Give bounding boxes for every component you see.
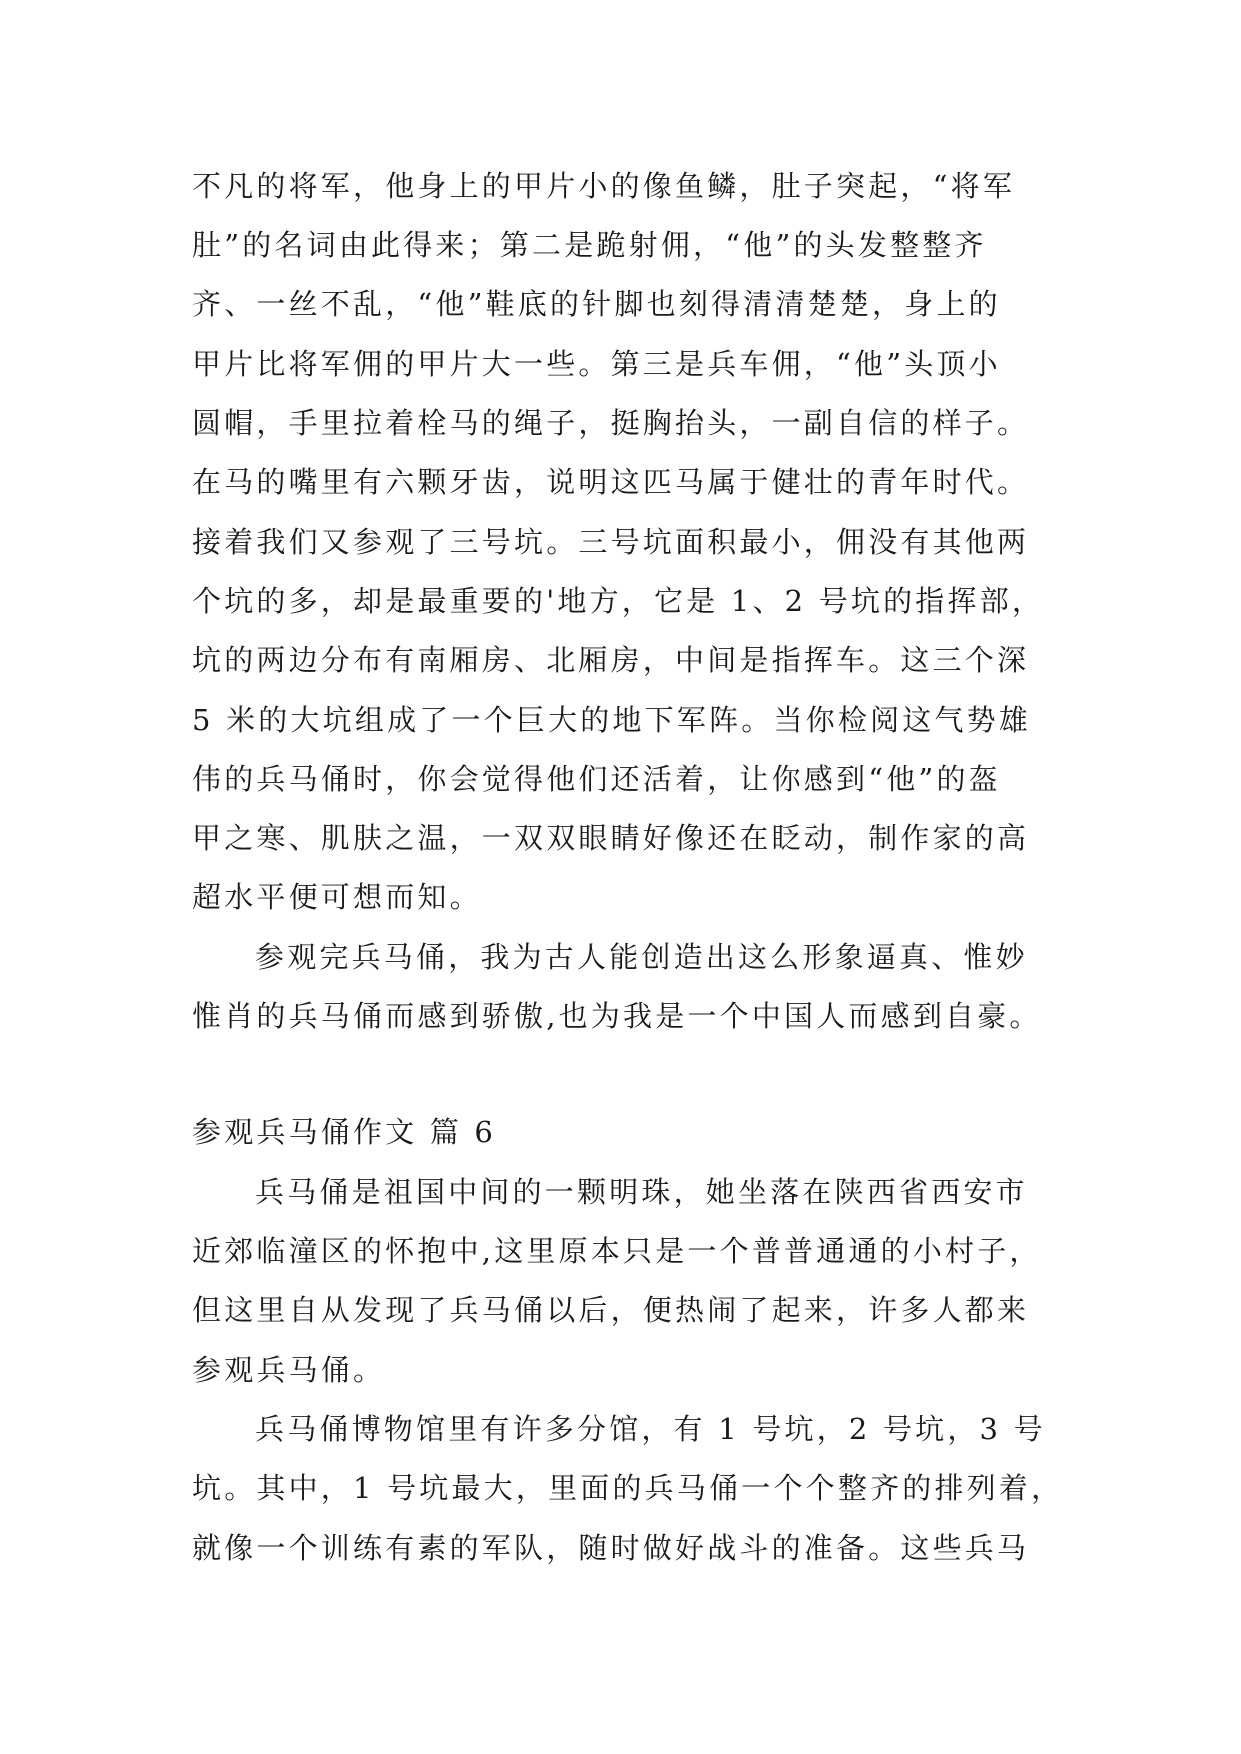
text-line: 5 米的大坑组成了一个巨大的地下军阵。当你检阅这气势雄: [192, 703, 1032, 737]
paragraph-first-line: 兵马俑是祖国中间的一颗明珠，她坐落在陕西省西安市: [255, 1175, 1028, 1209]
text-line: 在马的嘴里有六颗牙齿，说明这匹马属于健壮的青年时代。: [192, 465, 1030, 499]
text-line: 个坑的多，却是最重要的'地方，它是 1、2 号坑的指挥部，: [192, 584, 1045, 618]
section-heading: 参观兵马俑作文 篇 6: [192, 1115, 497, 1149]
paragraph-first-line: 兵马俑博物馆里有许多分馆，有 1 号坑，2 号坑，3 号: [255, 1412, 1046, 1446]
text-line: 甲片比将军佣的甲片大一些。第三是兵车佣，“他”头顶小: [192, 347, 1001, 381]
text-line: 坑的两边分布有南厢房、北厢房，中间是指挥车。这三个深: [192, 643, 1030, 677]
text-line: 圆帽，手里拉着栓马的绳子，挺胸抬头，一副自信的样子。: [192, 406, 1030, 440]
text-line: 肚”的名词由此得来；第二是跪射佣，“他”的头发整整齐: [192, 228, 987, 262]
text-line: 坑。其中，1 号坑最大，里面的兵马俑一个个整齐的排列着，: [192, 1471, 1064, 1505]
text-line: 惟肖的兵马俑而感到骄傲,也为我是一个中国人而感到自豪。: [192, 999, 1042, 1033]
text-line: 不凡的将军，他身上的甲片小的像鱼鳞，肚子突起，“将军: [192, 169, 1016, 203]
text-line: 超水平便可想而知。: [192, 880, 482, 914]
paragraph-first-line: 参观完兵马俑，我为古人能创造出这么形象逼真、惟妙: [255, 940, 1028, 974]
text-line: 甲之寒、肌肤之温，一双双眼睛好像还在眨动，制作家的高: [192, 821, 1030, 855]
text-line: 但这里自从发现了兵马俑以后，便热闹了起来，许多人都来: [192, 1293, 1030, 1327]
text-line: 参观兵马俑。: [192, 1353, 386, 1387]
text-line: 就像一个训练有素的军队，随时做好战斗的准备。这些兵马: [192, 1531, 1030, 1565]
text-line: 伟的兵马俑时，你会觉得他们还活着，让你感到“他”的盔: [192, 762, 1001, 796]
text-line: 近郊临潼区的怀抱中,这里原本只是一个普普通通的小村子，: [192, 1234, 1042, 1268]
text-line: 齐、一丝不乱，“他”鞋底的针脚也刻得清清楚楚，身上的: [192, 287, 1001, 321]
text-line: 接着我们又参观了三号坑。三号坑面积最小，佣没有其他两: [192, 525, 1030, 559]
